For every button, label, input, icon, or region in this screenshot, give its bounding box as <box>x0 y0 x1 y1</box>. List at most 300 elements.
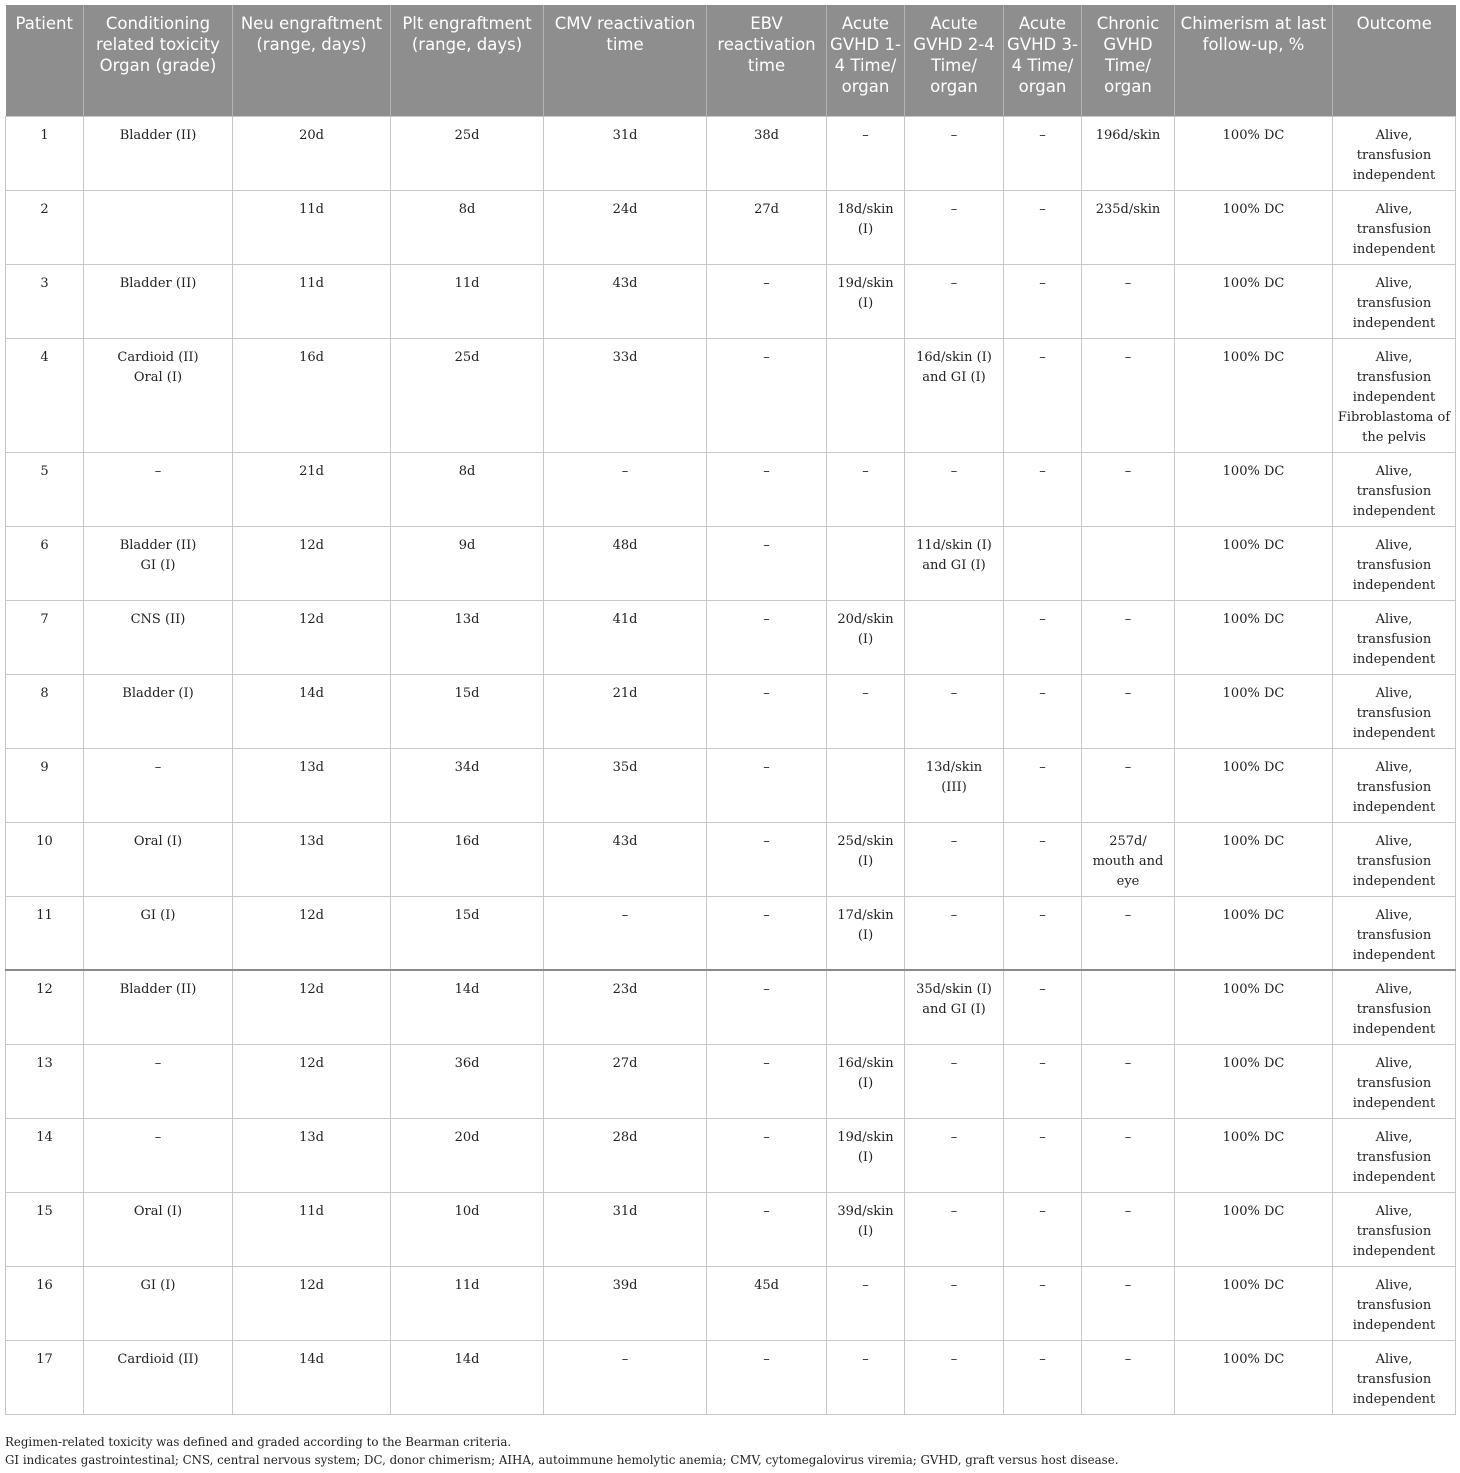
cell-line: transfusion <box>1356 779 1432 795</box>
cmv-cell: 35d <box>544 748 707 822</box>
plt-engraftment-cell: 8d <box>391 190 544 264</box>
outcome-cell <box>1333 1044 1456 1118</box>
toxicity-cell <box>84 338 233 452</box>
patient-cell: 13 <box>6 1044 84 1118</box>
cmv-cell: – <box>544 896 707 970</box>
acute-gvhd-3-4-cell: – <box>1004 338 1082 452</box>
header-acute-gvhd-3-4: Acute GVHD 3-4 Time/ organ <box>1004 5 1082 116</box>
ebv-cell: – <box>707 896 827 970</box>
chimerism-cell: 100% DC <box>1175 1044 1333 1118</box>
plt-engraftment-cell: 11d <box>391 1266 544 1340</box>
cell-line: Bladder (II) <box>119 537 197 553</box>
neu-engraftment-cell: 12d <box>233 1044 391 1118</box>
cell-line: 35d/skin (I) <box>916 982 992 997</box>
cell-line: Alive, <box>1375 275 1413 291</box>
patient-cell: 3 <box>6 264 84 338</box>
cell-line: transfusion <box>1356 147 1432 163</box>
table-row <box>6 116 1456 190</box>
ebv-cell: – <box>707 600 827 674</box>
chimerism-cell: 100% DC <box>1175 338 1333 452</box>
cell-line: independent <box>1352 799 1436 815</box>
cell-line: transfusion <box>1356 1075 1432 1091</box>
cell-line: independent <box>1352 503 1436 519</box>
toxicity-cell <box>84 190 233 264</box>
patient-cell: 4 <box>6 338 84 452</box>
outcome-cell <box>1333 674 1456 748</box>
cell-line: 16d/skin <box>837 1055 894 1071</box>
ebv-cell: – <box>707 264 827 338</box>
chronic-gvhd-cell <box>1082 526 1175 600</box>
patient-cell: 8 <box>6 674 84 748</box>
cell-line: 25d/skin <box>837 833 894 849</box>
cell-line: transfusion <box>1356 295 1432 311</box>
chimerism-cell: 100% DC <box>1175 896 1333 970</box>
acute-gvhd-3-4-cell: – <box>1004 1192 1082 1266</box>
cell-line: Alive, <box>1375 611 1413 627</box>
cell-line: independent <box>1352 1095 1436 1111</box>
plt-engraftment-cell: 36d <box>391 1044 544 1118</box>
cell-line: transfusion <box>1356 1002 1432 1017</box>
cell-line: Alive, <box>1375 463 1413 479</box>
cell-line: 20d/skin <box>837 611 894 627</box>
plt-engraftment-cell: 34d <box>391 748 544 822</box>
chimerism-cell: 100% DC <box>1175 264 1333 338</box>
chronic-gvhd-cell: – <box>1082 1340 1175 1414</box>
table-footnotes <box>5 1433 1455 1469</box>
acute-gvhd-3-4-cell: – <box>1004 748 1082 822</box>
header-conditioning-toxicity: Conditioning related toxicity Organ (grade) <box>84 5 233 116</box>
cell-line: 18d/skin <box>837 201 894 217</box>
acute-gvhd-2-4-cell: – <box>905 264 1004 338</box>
header-cmv-reactivation: CMV reactivation time <box>544 5 707 116</box>
toxicity-cell: Oral (I) <box>84 822 233 896</box>
toxicity-cell: Cardioid (II) <box>84 1340 233 1414</box>
header-ebv-reactivation: EBV reactivation time <box>707 5 827 116</box>
plt-engraftment-cell: 15d <box>391 896 544 970</box>
ebv-cell: – <box>707 1118 827 1192</box>
outcome-cell <box>1333 1266 1456 1340</box>
ebv-cell: – <box>707 1192 827 1266</box>
cell-line: independent <box>1352 1169 1436 1185</box>
table-row <box>6 674 1456 748</box>
acute-gvhd-3-4-cell: – <box>1004 116 1082 190</box>
table-row <box>6 1044 1456 1118</box>
chronic-gvhd-cell: – <box>1082 1118 1175 1192</box>
footnote-abbreviations: GI indicates gastrointestinal; CNS, central nervous system; DC, donor chimerism; AIHA, autoimmune hemolytic anemia; CMV, cytomegalovirus viremia; GVHD, graft versus host disease. <box>5 1453 1119 1467</box>
chimerism-cell: 100% DC <box>1175 190 1333 264</box>
cell-line: transfusion <box>1356 1223 1432 1239</box>
chronic-gvhd-cell <box>1082 970 1175 1044</box>
toxicity-cell: – <box>84 1118 233 1192</box>
table-row <box>6 1266 1456 1340</box>
patient-cell: 16 <box>6 1266 84 1340</box>
acute-gvhd-2-4-cell: – <box>905 674 1004 748</box>
cell-line: transfusion <box>1356 1149 1432 1165</box>
toxicity-cell: Bladder (II) <box>84 264 233 338</box>
outcome-cell <box>1333 896 1456 970</box>
cell-line: Alive, <box>1375 685 1413 701</box>
plt-engraftment-cell: 14d <box>391 970 544 1044</box>
cell-line: transfusion <box>1356 705 1432 721</box>
cell-line: Cardioid (II) <box>117 349 199 365</box>
cell-line: independent <box>1352 651 1436 667</box>
acute-gvhd-3-4-cell: – <box>1004 1044 1082 1118</box>
acute-gvhd-2-4-cell <box>905 338 1004 452</box>
chronic-gvhd-cell: – <box>1082 674 1175 748</box>
plt-engraftment-cell: 16d <box>391 822 544 896</box>
acute-gvhd-1-4-cell <box>827 1044 905 1118</box>
ebv-cell: – <box>707 338 827 452</box>
table-row <box>6 452 1456 526</box>
chronic-gvhd-cell: – <box>1082 1192 1175 1266</box>
table-row <box>6 526 1456 600</box>
cell-line: Alive, <box>1375 349 1413 365</box>
cell-line: transfusion <box>1356 369 1432 385</box>
table-row <box>6 338 1456 452</box>
plt-engraftment-cell: 25d <box>391 116 544 190</box>
header-outcome: Outcome <box>1333 5 1456 116</box>
outcome-cell <box>1333 970 1456 1044</box>
acute-gvhd-2-4-cell <box>905 748 1004 822</box>
acute-gvhd-1-4-cell <box>827 1118 905 1192</box>
chimerism-cell: 100% DC <box>1175 970 1333 1044</box>
acute-gvhd-2-4-cell: – <box>905 1044 1004 1118</box>
cell-line: and GI (I) <box>922 557 986 573</box>
cmv-cell: 31d <box>544 1192 707 1266</box>
cmv-cell: 43d <box>544 264 707 338</box>
acute-gvhd-3-4-cell: – <box>1004 1118 1082 1192</box>
outcome-cell <box>1333 822 1456 896</box>
table-row <box>6 896 1456 970</box>
chimerism-cell: 100% DC <box>1175 748 1333 822</box>
cell-line: independent <box>1352 873 1436 889</box>
toxicity-cell: Bladder (II) <box>84 116 233 190</box>
acute-gvhd-1-4-cell <box>827 970 905 1044</box>
acute-gvhd-2-4-cell: – <box>905 1266 1004 1340</box>
acute-gvhd-1-4-cell <box>827 264 905 338</box>
cell-line: independent <box>1352 1022 1436 1037</box>
cell-line: (I) <box>857 1149 874 1165</box>
outcome-cell <box>1333 116 1456 190</box>
cell-line: (I) <box>857 853 874 869</box>
chimerism-cell: 100% DC <box>1175 1340 1333 1414</box>
header-neu-engraftment: Neu engraftment (range, days) <box>233 5 391 116</box>
patient-cell: 6 <box>6 526 84 600</box>
acute-gvhd-1-4-cell <box>827 896 905 970</box>
plt-engraftment-cell: 20d <box>391 1118 544 1192</box>
patient-cell: 12 <box>6 970 84 1044</box>
toxicity-cell <box>84 526 233 600</box>
cell-line: Alive, <box>1375 1277 1413 1293</box>
chimerism-cell: 100% DC <box>1175 116 1333 190</box>
toxicity-cell: – <box>84 452 233 526</box>
cmv-cell: – <box>544 1340 707 1414</box>
neu-engraftment-cell: 12d <box>233 526 391 600</box>
chronic-gvhd-cell: – <box>1082 338 1175 452</box>
acute-gvhd-2-4-cell <box>905 970 1004 1044</box>
ebv-cell: – <box>707 1044 827 1118</box>
acute-gvhd-1-4-cell <box>827 822 905 896</box>
patient-cell: 11 <box>6 896 84 970</box>
cmv-cell: 27d <box>544 1044 707 1118</box>
plt-engraftment-cell: 8d <box>391 452 544 526</box>
acute-gvhd-3-4-cell: – <box>1004 452 1082 526</box>
header-row <box>6 5 1456 116</box>
ebv-cell: 38d <box>707 116 827 190</box>
acute-gvhd-1-4-cell: – <box>827 1340 905 1414</box>
outcome-cell <box>1333 526 1456 600</box>
acute-gvhd-1-4-cell <box>827 600 905 674</box>
cell-line: GI (I) <box>140 557 176 573</box>
cell-line: independent <box>1352 1243 1436 1259</box>
toxicity-cell: – <box>84 1044 233 1118</box>
acute-gvhd-2-4-cell <box>905 600 1004 674</box>
acute-gvhd-2-4-cell: – <box>905 1340 1004 1414</box>
table-row <box>6 1340 1456 1414</box>
acute-gvhd-2-4-cell: – <box>905 822 1004 896</box>
cmv-cell: 41d <box>544 600 707 674</box>
cell-line: independent <box>1352 725 1436 741</box>
chronic-gvhd-cell: – <box>1082 748 1175 822</box>
acute-gvhd-1-4-cell: – <box>827 674 905 748</box>
cell-line: transfusion <box>1356 1297 1432 1313</box>
cmv-cell: 48d <box>544 526 707 600</box>
ebv-cell: – <box>707 674 827 748</box>
chronic-gvhd-cell: – <box>1082 896 1175 970</box>
chronic-gvhd-cell <box>1082 822 1175 896</box>
cell-line: 11d/skin (I) <box>916 537 992 553</box>
cell-line: independent <box>1352 315 1436 331</box>
cell-line: (I) <box>857 221 874 237</box>
acute-gvhd-3-4-cell: – <box>1004 600 1082 674</box>
ebv-cell: 45d <box>707 1266 827 1340</box>
chimerism-cell: 100% DC <box>1175 1192 1333 1266</box>
cell-line: Alive, <box>1375 759 1413 775</box>
cell-line: eye <box>1116 873 1140 889</box>
patient-outcomes-table <box>5 5 1456 1415</box>
header-chronic-gvhd: Chronic GVHD Time/ organ <box>1082 5 1175 116</box>
neu-engraftment-cell: 14d <box>233 1340 391 1414</box>
neu-engraftment-cell: 13d <box>233 748 391 822</box>
ebv-cell: – <box>707 822 827 896</box>
patient-cell: 17 <box>6 1340 84 1414</box>
cmv-cell: 28d <box>544 1118 707 1192</box>
cell-line: Alive, <box>1375 907 1413 923</box>
cell-line: 17d/skin <box>837 907 894 923</box>
chimerism-cell: 100% DC <box>1175 526 1333 600</box>
cell-line: Alive, <box>1375 127 1413 143</box>
acute-gvhd-1-4-cell <box>827 526 905 600</box>
chimerism-cell: 100% DC <box>1175 822 1333 896</box>
plt-engraftment-cell: 9d <box>391 526 544 600</box>
outcome-cell <box>1333 264 1456 338</box>
cmv-cell: – <box>544 452 707 526</box>
chronic-gvhd-cell: 196d/skin <box>1082 116 1175 190</box>
cell-line: Oral (I) <box>133 369 183 385</box>
chronic-gvhd-cell: – <box>1082 1266 1175 1340</box>
acute-gvhd-2-4-cell: – <box>905 896 1004 970</box>
cell-line: (I) <box>857 1223 874 1239</box>
cell-line: Alive, <box>1375 201 1413 217</box>
table-row <box>6 190 1456 264</box>
cell-line: Alive, <box>1375 1203 1413 1219</box>
cell-line: (I) <box>857 295 874 311</box>
neu-engraftment-cell: 11d <box>233 190 391 264</box>
header-patient: Patient <box>6 5 84 116</box>
chimerism-cell: 100% DC <box>1175 1266 1333 1340</box>
cell-line: transfusion <box>1356 927 1432 943</box>
cell-line: 19d/skin <box>837 1129 894 1145</box>
acute-gvhd-1-4-cell <box>827 1192 905 1266</box>
neu-engraftment-cell: 11d <box>233 1192 391 1266</box>
acute-gvhd-2-4-cell: – <box>905 452 1004 526</box>
neu-engraftment-cell: 12d <box>233 600 391 674</box>
cell-line: Fibroblastoma of <box>1337 409 1451 425</box>
toxicity-cell: – <box>84 748 233 822</box>
plt-engraftment-cell: 25d <box>391 338 544 452</box>
chronic-gvhd-cell: – <box>1082 600 1175 674</box>
ebv-cell: – <box>707 970 827 1044</box>
patient-cell: 1 <box>6 116 84 190</box>
acute-gvhd-2-4-cell <box>905 526 1004 600</box>
cmv-cell: 23d <box>544 970 707 1044</box>
outcome-cell <box>1333 748 1456 822</box>
table-body <box>6 116 1456 1414</box>
toxicity-cell: Bladder (II) <box>84 970 233 1044</box>
acute-gvhd-3-4-cell: – <box>1004 190 1082 264</box>
table-row <box>6 1118 1456 1192</box>
acute-gvhd-1-4-cell: – <box>827 116 905 190</box>
cell-line: (I) <box>857 1075 874 1091</box>
cmv-cell: 39d <box>544 1266 707 1340</box>
patient-cell: 10 <box>6 822 84 896</box>
chronic-gvhd-cell: – <box>1082 452 1175 526</box>
patient-cell: 9 <box>6 748 84 822</box>
neu-engraftment-cell: 16d <box>233 338 391 452</box>
cell-line: mouth and <box>1092 853 1164 869</box>
cell-line: Alive, <box>1375 982 1413 997</box>
ebv-cell: – <box>707 748 827 822</box>
neu-engraftment-cell: 12d <box>233 896 391 970</box>
outcome-cell <box>1333 600 1456 674</box>
neu-engraftment-cell: 13d <box>233 822 391 896</box>
acute-gvhd-2-4-cell: – <box>905 190 1004 264</box>
patient-cell: 2 <box>6 190 84 264</box>
acute-gvhd-3-4-cell: – <box>1004 1266 1082 1340</box>
chronic-gvhd-cell: 235d/skin <box>1082 190 1175 264</box>
cell-line: Alive, <box>1375 833 1413 849</box>
acute-gvhd-2-4-cell: – <box>905 1118 1004 1192</box>
cell-line: (I) <box>857 631 874 647</box>
table-row <box>6 822 1456 896</box>
acute-gvhd-2-4-cell: – <box>905 116 1004 190</box>
cell-line: Alive, <box>1375 1129 1413 1145</box>
header-acute-gvhd-1-4: Acute GVHD 1-4 Time/ organ <box>827 5 905 116</box>
cell-line: transfusion <box>1356 631 1432 647</box>
acute-gvhd-3-4-cell: – <box>1004 674 1082 748</box>
cell-line: Alive, <box>1375 537 1413 553</box>
ebv-cell: – <box>707 452 827 526</box>
outcome-cell <box>1333 1340 1456 1414</box>
outcome-cell <box>1333 338 1456 452</box>
table-row <box>6 748 1456 822</box>
acute-gvhd-2-4-cell: – <box>905 1192 1004 1266</box>
cell-line: independent <box>1352 1317 1436 1333</box>
ebv-cell: – <box>707 526 827 600</box>
acute-gvhd-3-4-cell: – <box>1004 822 1082 896</box>
cell-line: 257d/ <box>1109 833 1147 849</box>
acute-gvhd-1-4-cell: – <box>827 452 905 526</box>
table-row <box>6 264 1456 338</box>
table-row <box>6 970 1456 1044</box>
header-plt-engraftment: Plt engraftment (range, days) <box>391 5 544 116</box>
plt-engraftment-cell: 10d <box>391 1192 544 1266</box>
cmv-cell: 43d <box>544 822 707 896</box>
acute-gvhd-3-4-cell: – <box>1004 1340 1082 1414</box>
cell-line: 19d/skin <box>837 275 894 291</box>
cmv-cell: 21d <box>544 674 707 748</box>
patient-cell: 7 <box>6 600 84 674</box>
ebv-cell: 27d <box>707 190 827 264</box>
cmv-cell: 33d <box>544 338 707 452</box>
cell-line: independent <box>1352 241 1436 257</box>
acute-gvhd-3-4-cell: – <box>1004 264 1082 338</box>
cell-line: 13d/skin <box>925 759 983 775</box>
plt-engraftment-cell: 13d <box>391 600 544 674</box>
cell-line: 39d/skin <box>837 1203 894 1219</box>
cell-line: Alive, <box>1375 1055 1413 1071</box>
outcome-cell <box>1333 1118 1456 1192</box>
outcome-cell <box>1333 190 1456 264</box>
acute-gvhd-3-4-cell: – <box>1004 970 1082 1044</box>
acute-gvhd-3-4-cell: – <box>1004 896 1082 970</box>
neu-engraftment-cell: 12d <box>233 970 391 1044</box>
cell-line: transfusion <box>1356 853 1432 869</box>
table-row <box>6 600 1456 674</box>
header-chimerism: Chimerism at last follow-up, % <box>1175 5 1333 116</box>
outcome-cell <box>1333 452 1456 526</box>
cell-line: and GI (I) <box>922 1002 986 1017</box>
plt-engraftment-cell: 11d <box>391 264 544 338</box>
acute-gvhd-1-4-cell <box>827 190 905 264</box>
neu-engraftment-cell: 11d <box>233 264 391 338</box>
toxicity-cell: GI (I) <box>84 896 233 970</box>
patient-cell: 14 <box>6 1118 84 1192</box>
cell-line: the pelvis <box>1362 429 1426 445</box>
chimerism-cell: 100% DC <box>1175 1118 1333 1192</box>
header-acute-gvhd-2-4: Acute GVHD 2-4 Time/ organ <box>905 5 1004 116</box>
cmv-cell: 31d <box>544 116 707 190</box>
acute-gvhd-3-4-cell <box>1004 526 1082 600</box>
acute-gvhd-1-4-cell <box>827 748 905 822</box>
cell-line: and GI (I) <box>922 369 986 385</box>
neu-engraftment-cell: 12d <box>233 1266 391 1340</box>
toxicity-cell: CNS (II) <box>84 600 233 674</box>
plt-engraftment-cell: 15d <box>391 674 544 748</box>
footnote-toxicity-criteria: Regimen-related toxicity was defined and graded according to the Bearman criteria. <box>5 1435 512 1449</box>
chimerism-cell: 100% DC <box>1175 600 1333 674</box>
cell-line: independent <box>1352 577 1436 593</box>
cell-line: transfusion <box>1356 557 1432 573</box>
cell-line: independent <box>1352 1391 1436 1407</box>
neu-engraftment-cell: 13d <box>233 1118 391 1192</box>
chimerism-cell: 100% DC <box>1175 452 1333 526</box>
cell-line: independent <box>1352 947 1436 963</box>
cmv-cell: 24d <box>544 190 707 264</box>
cell-line: independent <box>1352 389 1436 405</box>
plt-engraftment-cell: 14d <box>391 1340 544 1414</box>
cell-line: independent <box>1352 167 1436 183</box>
